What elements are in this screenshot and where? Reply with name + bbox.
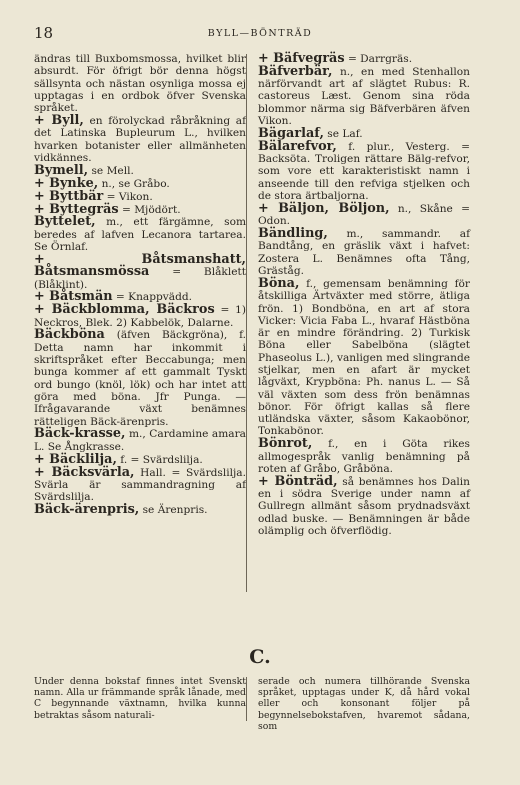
entry-term: + Bynke, <box>34 175 99 191</box>
entry-text: (äfven Bäckgröna), f. Detta namn har inkommit i skriftspråket efter Beccabunga; men bunga kommer af ett gammalt Tyskt ord bungo (knöl, lök) och har intet att göra med böna. Jfr Punga. — Ifrågavarande växt benämnes rätteligen Bäck-ärenpris. <box>34 329 246 428</box>
entry-text: så benämnes hos Dalin en i södra Sverige under namn af Gullregn allmänt såsom prydnadsväxt odlad buske. — Benämningen är både olämplig och öfverflödig. <box>258 475 471 538</box>
entry <box>34 251 247 291</box>
running-title: BYLL—BÖNTRÄD <box>207 28 313 39</box>
entry-term: Byttelet, <box>34 214 96 230</box>
entry-term: Bägarlaf, <box>258 125 324 141</box>
entry-text: en förolyckad råbråkning af det Latinska Bupleurum L., hvilken hvarken botanister eller allmänheten vidkännes. <box>34 115 246 164</box>
entry-term: Bäckböna <box>34 327 105 343</box>
left-column <box>34 53 246 517</box>
entry-term: Bändling, <box>258 226 328 242</box>
footer-text-right: serade och numera tillhörande Svenska språket, upptagas under K, då hård vokal eller och konsonant följer på begynnelsebokstafven, hvaremot sådana, som <box>258 676 470 732</box>
entry <box>258 473 471 538</box>
entry-text: f., en i Göta rikes allmogespråk vanlig benämning på roten af Gråbo, Gråböna. <box>258 438 470 475</box>
entry-term: + Bönträd, <box>258 473 338 489</box>
entry-text: n., se Gråbo. <box>101 177 170 190</box>
entry-term: + Båtsmanshatt, Båtsmansmössa <box>34 251 246 280</box>
entry-text: ändras till Buxbomsmossa, hvilket blir absurdt. För öfrigt bör denna högst sällsynta och nästan osynliga mossa ej upptagas i en ordbok öfver Svenska språket. <box>34 53 246 115</box>
entry <box>34 53 246 114</box>
entry <box>258 138 471 203</box>
entry-term: + Byttbär <box>34 188 104 204</box>
entry-term: Bälarefvor, <box>258 138 337 154</box>
entry <box>258 228 470 277</box>
entry-term: + Bäfvegräs <box>258 51 345 66</box>
entry-text: = Mjödört. <box>121 203 181 216</box>
entry <box>258 275 470 438</box>
entry-text: = 1) Neckros, Blek. 2) Kabbelök, Dalarne. <box>34 304 246 329</box>
entry <box>258 200 470 228</box>
entry-text: f. plur., Vesterg. = Backsöta. Troligen rättare Bälg-refvor, som vore ett karakteristiskt namn i anseende till den refviga stjelken och de stora ärtbaljorna. <box>258 140 471 203</box>
right-column <box>258 53 470 538</box>
entry-text: n., Skåne = Odon. <box>258 202 470 228</box>
entry-term: + Byll, <box>34 113 84 129</box>
entry <box>258 438 470 475</box>
entry <box>34 464 246 504</box>
entry-text: se Laf. <box>327 127 363 140</box>
entry-term: Bymell, <box>34 162 89 178</box>
entry <box>34 216 246 253</box>
entry <box>34 115 246 164</box>
entry-text: f., gemensam benämning för åtskilliga Ärtväxter med större, ätliga frön. 1) Bondböna, en art af stora Vicker: Vicia Faba L., hvaraf Hästböna är en mindre förändring. 2) Turkisk Böna eller Sabelböna (slägtet Phaseolus L.), vanligen med slingrande stjelkar, men en afart är mycket lågväxt, Krypböna: Ph. nanus L. — Så väl växten som dess frön benämnas bönor. För öfrigt kallas så flere utländska växter, såsom Kakaobönor, Tonkabönor. <box>258 277 470 438</box>
column-divider <box>246 54 247 592</box>
entry-term: + Byttegräs <box>34 201 119 217</box>
entry-term: Böna, <box>258 275 300 291</box>
entry-term: Bäck-krasse, <box>34 426 126 442</box>
entry-term: + Båtsmän <box>34 289 113 305</box>
entry-term: Bäck-ärenpris, <box>34 502 140 517</box>
entry-term: + Bäckblomma, Bäckros <box>34 302 215 318</box>
entry <box>34 504 246 516</box>
entry-term: + Bäcklilja, <box>34 451 117 467</box>
page-number: 18 <box>34 24 54 42</box>
entry-text: se Ärenpris. <box>142 504 208 516</box>
entry <box>258 63 471 128</box>
entry-text: m., sammandr. af Bandtång, en gräslik växt i hafvet: Zostera L. Benämnes ofta Tång, Gräståg. <box>258 228 470 278</box>
entry-term: Bönrot, <box>258 436 313 452</box>
entry-term: + Bäljon, Böljon, <box>258 200 390 216</box>
entry-text: = Darrgräs. <box>347 53 413 65</box>
section-letter: C. <box>249 646 271 668</box>
entry-text: Hall. = Svärdslilja. Svärla är sammandragning af Svärdslilja. <box>34 466 246 504</box>
entry <box>34 329 246 427</box>
entry-text: se Mell. <box>91 164 134 177</box>
footer-divider <box>246 677 247 721</box>
footer-text-left: Under denna bokstaf finnes intet Svenskt namn. Alla ur främmande språk lånade, med C begynnande växtnamn, hvilka kunna betraktas såsom naturali- <box>34 676 246 721</box>
entry <box>34 428 246 453</box>
entry-text: = Blåklett (Blåklint). <box>34 266 247 291</box>
entry-term: Bäfverbär, <box>258 63 333 79</box>
entry-text: f. = Svärdslilja. <box>120 453 203 466</box>
entry-text: n., en med Stenhallon närförvandt art af slägtet Rubus: R. castoreus Læst. Genom sina röda blommor närma sig Bäfverbären äfven Vikon. <box>258 65 471 128</box>
entry-text: m., Cardamine amara L. Se Ångkrasse. <box>34 428 246 453</box>
entry-term: + Bäcksvärla, <box>34 464 135 480</box>
entry-text: m., ett färgämne, som beredes af lafven Lecanora tartarea. Se Örnlaf. <box>34 216 246 254</box>
entry-text: = Vikon. <box>106 190 153 203</box>
entry <box>34 304 246 329</box>
entry-text: = Knappvädd. <box>115 291 193 304</box>
